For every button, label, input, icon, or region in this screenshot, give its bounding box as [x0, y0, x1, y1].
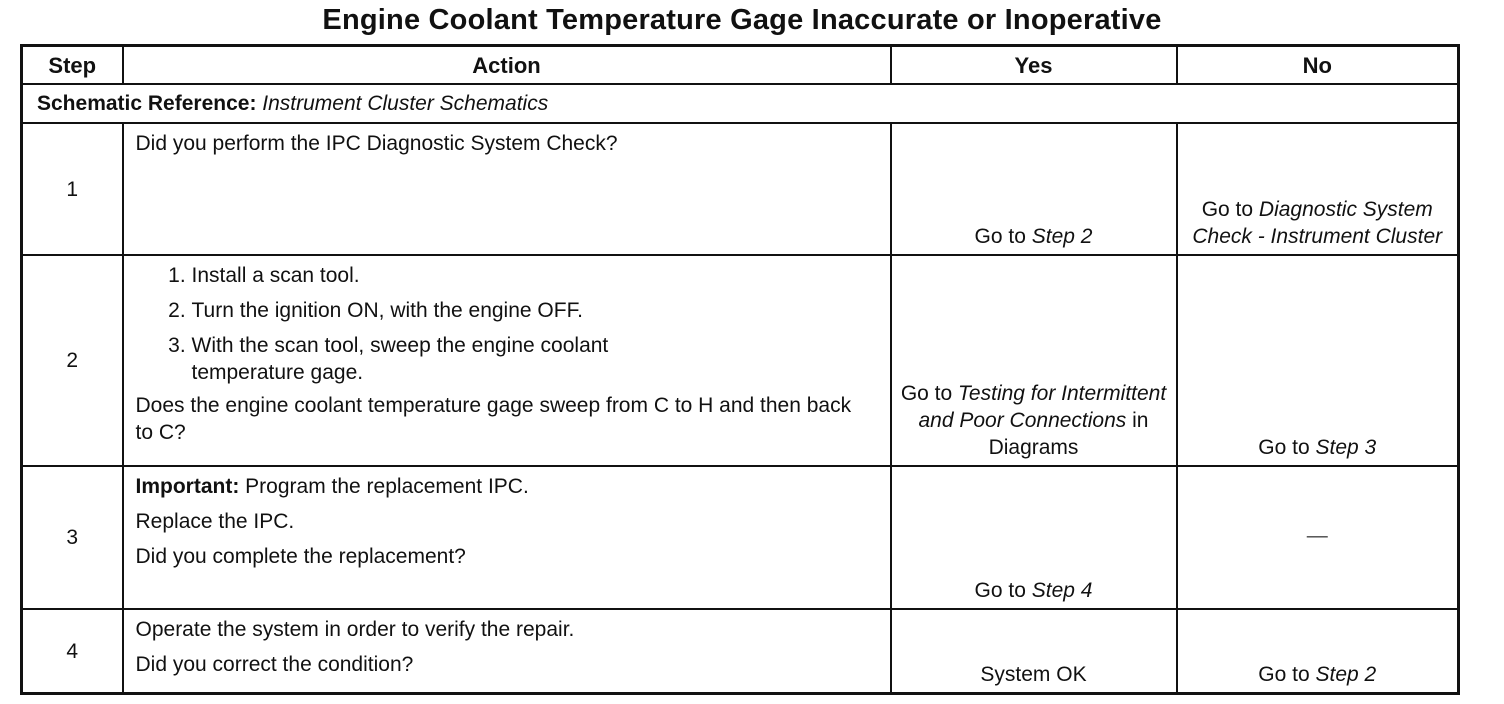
schematic-reference-link[interactable]: Instrument Cluster Schematics [262, 92, 549, 115]
page-title: Engine Coolant Temperature Gage Inaccurate or Inoperative [322, 4, 1162, 36]
header-row [22, 46, 1459, 85]
step-number: 2 [22, 255, 123, 466]
substep-item: 3. With the scan tool, sweep the engine coolant temperature gage. [192, 332, 880, 386]
yes-cell [891, 255, 1177, 466]
question-text: Did you complete the replacement? [135, 545, 466, 568]
header-yes: Yes [891, 46, 1177, 85]
no-cell [1177, 466, 1459, 609]
diagnostic-table [20, 44, 1460, 695]
yes-link[interactable]: Step 4 [1031, 579, 1093, 602]
table-row [22, 123, 1459, 255]
no-link[interactable]: Diagnostic System Check - Instrument Cluster [1192, 198, 1443, 248]
no-prefix: Go to [1258, 436, 1310, 459]
question-text: Does the engine coolant temperature gage sweep from C to H and then back to C? [135, 394, 852, 444]
substep-list [136, 262, 880, 386]
question-text: Did you correct the condition? [135, 653, 414, 676]
yes-text: System OK [980, 663, 1087, 686]
schematic-reference-label: Schematic Reference: [37, 92, 257, 115]
no-prefix: Go to [1201, 198, 1254, 221]
no-dash: — [1306, 524, 1328, 547]
yes-link[interactable]: Testing for Intermittent and Poor Connections [918, 382, 1167, 432]
yes-suffix: in Diagrams [988, 409, 1149, 459]
step-number: 3 [22, 466, 123, 609]
header-action: Action [123, 46, 891, 85]
important-text: Program the replacement IPC. [245, 475, 529, 498]
yes-prefix: Go to [974, 579, 1026, 602]
step-number: 1 [22, 123, 123, 255]
substep-item: 1. Install a scan tool. [192, 262, 880, 289]
important-label: Important: [135, 475, 240, 498]
important-note [136, 473, 880, 500]
yes-cell [891, 466, 1177, 609]
question-text: Did you perform the IPC Diagnostic System Check? [135, 132, 618, 155]
no-link[interactable]: Step 2 [1315, 663, 1377, 686]
no-link[interactable]: Step 3 [1315, 436, 1377, 459]
table-row [22, 609, 1459, 694]
instruction-text: Operate the system in order to verify the repair. [135, 618, 575, 641]
yes-prefix: Go to [900, 382, 953, 405]
action-cell [123, 123, 891, 255]
header-step: Step [22, 46, 123, 85]
header-no: No [1177, 46, 1459, 85]
no-cell [1177, 255, 1459, 466]
no-cell [1177, 123, 1459, 255]
table-row [22, 255, 1459, 466]
yes-prefix: Go to [974, 225, 1026, 248]
step-number: 4 [22, 609, 123, 694]
schematic-reference-row [22, 84, 1459, 123]
schematic-reference [22, 84, 1459, 123]
table-row [22, 466, 1459, 609]
yes-cell [891, 123, 1177, 255]
no-prefix: Go to [1258, 663, 1310, 686]
yes-cell [891, 609, 1177, 694]
action-cell [123, 255, 891, 466]
action-cell [123, 466, 891, 609]
no-cell [1177, 609, 1459, 694]
action-cell [123, 609, 891, 694]
instruction-text: Replace the IPC. [135, 510, 295, 533]
yes-link[interactable]: Step 2 [1031, 225, 1093, 248]
substep-item: 2. Turn the ignition ON, with the engine OFF. [192, 297, 880, 324]
